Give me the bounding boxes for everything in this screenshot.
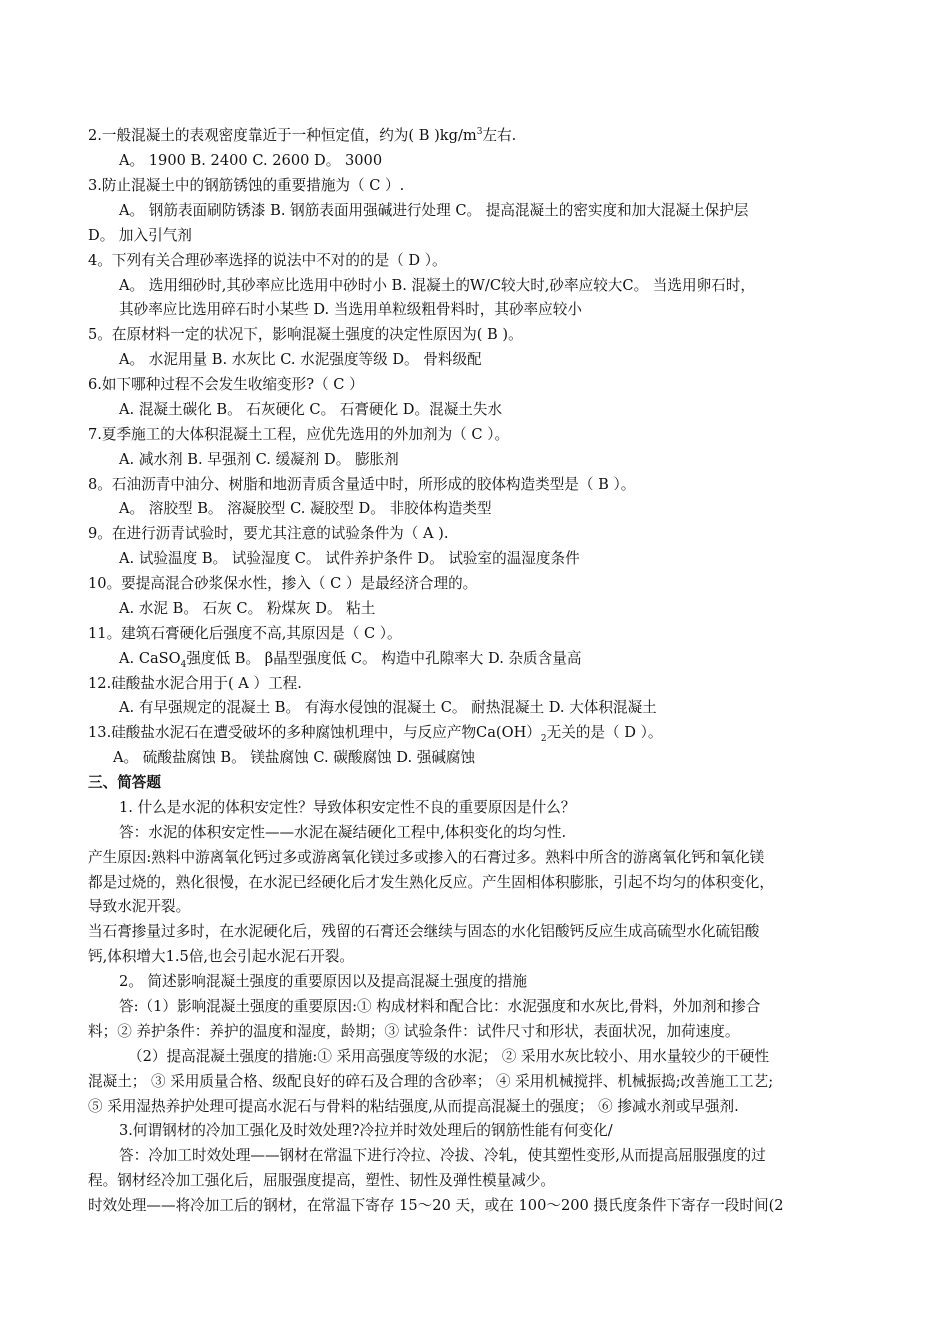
short-answer-1-answer: 答：水泥的体积安定性——水泥在凝结硬化工程中,体积变化的均匀性. <box>119 824 567 841</box>
question-4-options-line1: A。 选用细砂时,其砂率应比选用中砂时小 B. 混凝土的W/C较大时,砂率应较大C。 当选用卵石时， <box>119 277 755 294</box>
short-answer-1-cause-line3: 导致水泥开裂。 <box>88 898 191 915</box>
section-3-heading: 三、简答题 <box>88 774 161 791</box>
subscript-2: 2 <box>540 733 547 744</box>
question-2 <box>88 126 516 146</box>
question-12-options: A. 有早强规定的混凝土 B。 有海水侵蚀的混凝土 C。 耐热混凝土 D. 大体积混凝土 <box>119 699 657 716</box>
question-10: 10。要提高混合砂浆保水性，掺入（ C ）是最经济合理的。 <box>88 575 478 592</box>
question-4: 4。下列有关合理砂率选择的说法中不对的的是（ D ）。 <box>88 252 447 269</box>
question-2-text: 2.一般混凝土的表观密度靠近于一种恒定值，约为( B )kg/m <box>88 127 477 144</box>
question-2-options: A。 1900 B. 2400 C. 2600 D。 3000 <box>119 152 383 169</box>
short-answer-1-gypsum-line2: 钙,体积增大1.5倍,也会引起水泥石开裂。 <box>88 948 354 965</box>
question-3-options-line2: D。 加入引气剂 <box>88 227 192 244</box>
question-3: 3.防止混凝土中的钢筋锈蚀的重要措施为（ C ）. <box>88 177 405 194</box>
question-7-options: A. 减水剂 B. 早强剂 C. 缓凝剂 D。 膨胀剂 <box>119 451 399 468</box>
short-answer-3-answer-line1: 答：冷加工时效处理——钢材在常温下进行冷拉、冷拔、冷轧，使其塑性变形,从而提高屈服强度的过 <box>119 1147 766 1164</box>
question-5-options: A。 水泥用量 B. 水灰比 C. 水泥强度等级 D。 骨料级配 <box>119 351 482 368</box>
question-6-options: A. 混凝土碳化 B。 石灰硬化 C。 石膏硬化 D。混凝土失水 <box>119 401 503 418</box>
question-4-options-line2: 其砂率应比选用碎石时小某些 D. 当选用单粒级粗骨料时，其砂率应较小 <box>119 301 582 318</box>
short-answer-2-measures-line1: （2）提高混凝土强度的措施:① 采用高强度等级的水泥； ② 采用水灰比较小、用水量较少的干硬性 <box>128 1048 770 1065</box>
short-answer-1-question: 1. 什么是水泥的体积安定性？导致体积安定性不良的重要原因是什么？ <box>119 799 576 816</box>
short-answer-2-answer-line2: 料；② 养护条件：养护的温度和湿度，龄期；③ 试验条件：试件尺寸和形状，表面状况，加荷速度。 <box>88 1023 740 1040</box>
question-7: 7.夏季施工的大体积混凝土工程，应优先选用的外加剂为（ C ）。 <box>88 426 510 443</box>
short-answer-2-measures-line2: 混凝土； ③ 采用质量合格、级配良好的碎石及合理的含砂率； ④ 采用机械搅拌、机械振捣;改善施工工艺; <box>88 1073 774 1090</box>
question-2-suffix: 左右. <box>482 127 517 144</box>
question-13-suffix: 无关的是（ D ）。 <box>546 724 663 741</box>
question-6: 6.如下哪种过程不会发生收缩变形?（ C ） <box>88 376 364 393</box>
short-answer-1-cause-line2: 都是过烧的，熟化很慢，在水泥已经硬化后才发生熟化反应。产生固相体积膨胀，引起不均匀的体积变化， <box>88 874 774 891</box>
question-3-options-line1: A。 钢筋表面刷防锈漆 B. 钢筋表面用强碱进行处理 C。 提高混凝土的密实度和加大混凝土保护层 <box>119 202 749 219</box>
question-11: 11。建筑石膏硬化后强度不高,其原因是（ C ）。 <box>88 625 402 642</box>
superscript-3: 3 <box>476 127 483 138</box>
short-answer-3-question: 3.何谓钢材的冷加工强化及时效处理?冷拉并时效处理后的钢筋性能有何变化/ <box>119 1122 613 1139</box>
question-9: 9。在进行沥青试验时，要尤其注意的试验条件为（ A ). <box>88 525 449 542</box>
question-11-option-a: A. CaSO <box>119 650 181 667</box>
short-answer-1-gypsum-line1: 当石膏掺量过多时，在水泥硬化后，残留的石膏还会继续与固态的水化铝酸钙反应生成高硫型水化硫铝酸 <box>88 923 760 940</box>
question-5: 5。在原材料一定的状况下，影响混凝土强度的决定性原因为( B )。 <box>88 326 523 343</box>
subscript-4: 4 <box>180 659 187 670</box>
short-answer-2-question: 2。 简述影响混凝土强度的重要原因以及提高混凝土强度的措施 <box>119 973 527 990</box>
short-answer-3-aging-line1: 时效处理——将冷加工后的钢材，在常温下寄存 15～20 天，或在 100～200 摄氏度条件下寄存一段时间(2 <box>88 1197 784 1214</box>
question-8: 8。石油沥青中油分、树脂和地沥青质含量适中时，所形成的胶体构造类型是（ B ）。 <box>88 476 636 493</box>
question-13 <box>88 723 662 743</box>
question-13-options: A。 硫酸盐腐蚀 B。 镁盐腐蚀 C. 碳酸腐蚀 D. 强碱腐蚀 <box>113 749 476 766</box>
short-answer-2-measures-line3: ⑤ 采用湿热养护处理可提高水泥石与骨料的粘结强度,从而提高混凝土的强度； ⑥ 掺减水剂或早强剂. <box>88 1098 739 1115</box>
question-8-options: A。 溶胶型 B。 溶凝胶型 C. 凝胶型 D。 非胶体构造类型 <box>119 500 492 517</box>
question-11-options <box>119 649 581 669</box>
question-10-options: A. 水泥 B。 石灰 C。 粉煤灰 D。 粘土 <box>119 600 376 617</box>
short-answer-3-answer-line2: 程。钢材经冷加工强化后，屈服强度提高，塑性、韧性及弹性模量减少。 <box>88 1172 556 1189</box>
question-13-text: 13.硅酸盐水泥石在遭受破坏的多种腐蚀机理中，与反应产物Ca(OH） <box>88 724 541 741</box>
question-11-options-rest: 强度低 B。 β晶型强度低 C。 构造中孔隙率大 D. 杂质含量高 <box>186 650 582 667</box>
short-answer-1-cause-line1: 产生原因:熟料中游离氧化钙过多或游离氧化镁过多或掺入的石膏过多。熟料中所含的游离氧化钙和氧化镁 <box>88 849 765 866</box>
question-12: 12.硅酸盐水泥合用于( A ）工程. <box>88 675 302 692</box>
question-9-options: A. 试验温度 B。 试验湿度 C。 试件养护条件 D。 试验室的温湿度条件 <box>119 550 580 567</box>
short-answer-2-answer-line1: 答:（1）影响混凝土强度的重要原因:① 构成材料和配合比：水泥强度和水灰比,骨料，外加剂和掺合 <box>119 998 761 1015</box>
